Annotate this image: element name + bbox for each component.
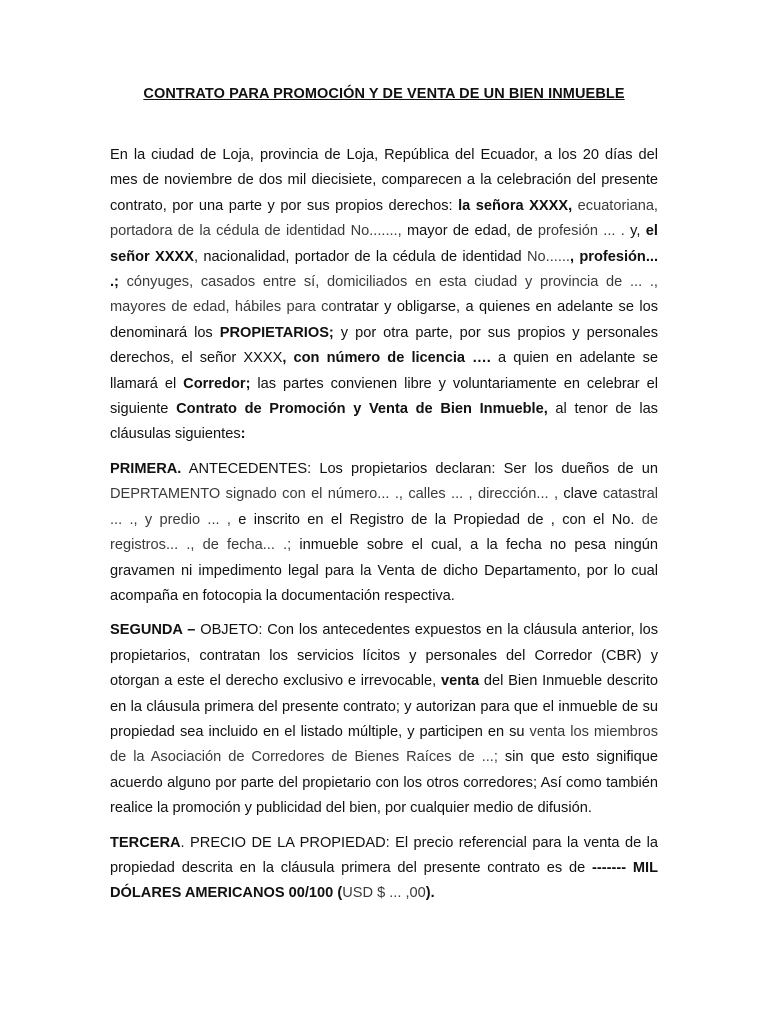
- clause-tercera: [110, 831, 658, 907]
- text-run: a quien en adelante se llamará el: [110, 350, 658, 392]
- bold-text: ).: [425, 885, 435, 902]
- text-run: del Bien Inmueble descrito en la cláusula primera del presente contrato; y autorizan para que el inmueble de su propiedad sea incluido en el listado múltiple, y participen en su: [110, 673, 658, 740]
- text-run: ecuatoriana, portadora de la cédula de identidad No.......,: [110, 197, 658, 240]
- document-title: CONTRATO PARA PROMOCIÓN Y DE VENTA DE UN BIEN INMUEBLE: [143, 86, 625, 102]
- text-run: catastral ... ., y predio ... ,: [110, 486, 658, 528]
- text-run: ANTECEDENTES: Los propietarios declaran: Ser los dueños de un: [181, 460, 658, 477]
- text-run: cónyuges, casados entre sí, domiciliados en esta ciudad y provincia de ... ., mayores de edad, hábiles para con: [110, 274, 658, 316]
- text-run: y por otra parte, por sus propios y personales derechos, el señor XXXX: [110, 324, 658, 367]
- text-run: inmueble sobre el cual, a la fecha no pesa ningún gravamen ni impedimento legal para la Venta de dicho Departamento, por lo cual acompaña en fotocopia la documentación respectiva.: [110, 537, 658, 604]
- text-run: clave: [558, 486, 603, 503]
- text-run: DEPRTAMENTO signado con el número... ., calles ... , dirección... ,: [110, 486, 558, 503]
- bold-text: la señora XXXX,: [458, 197, 573, 214]
- document-body: [110, 143, 658, 916]
- bold-text: , con número de licencia ….: [282, 350, 491, 367]
- text-run: y,: [624, 223, 646, 240]
- text-run: de registros... ., de fecha... .;: [110, 511, 658, 554]
- text-run: OBJETO: Con los antecedentes expuestos en la cláusula anterior, los propietarios, contratan los servicios lícitos y personales del Corredor (CBR) y otorgan a este el derecho exclusivo e irrevocable,: [110, 622, 658, 690]
- text-run: No......: [527, 248, 570, 265]
- intro-paragraph: [110, 143, 658, 448]
- clause-segunda: [110, 618, 658, 821]
- text-run: sin que esto signifique acuerdo alguno por parte del propietario con los otros corredores; Así como también realice la promoción y publicidad del bien, por cualquier medio de difusión.: [110, 749, 658, 817]
- text-run: al tenor de las cláusulas siguientes: [110, 401, 658, 443]
- bold-text: Contrato de Promoción y Venta de Bien Inmueble,: [176, 401, 548, 418]
- bold-text: PROPIETARIOS;: [219, 324, 334, 341]
- text-run: mayor de edad, de: [401, 223, 538, 240]
- bold-text: SEGUNDA –: [110, 622, 196, 639]
- text-run: las partes convienen libre y voluntariamente en celebrar el siguiente: [110, 375, 658, 418]
- bold-text: , profesión... .;: [110, 248, 658, 291]
- text-run: USD $ ... ,00: [342, 885, 426, 902]
- text-run: tratar y obligarse, a quienes en adelante se los denominará los: [110, 299, 658, 341]
- bold-text: Corredor;: [183, 375, 251, 392]
- bold-text: TERCERA: [110, 834, 181, 851]
- clause-primera: [110, 457, 658, 609]
- text-run: En la ciudad de Loja, provincia de Loja, República del Ecuador, a los 20 días del mes de noviembre de dos mil diecisiete, comparecen a la celebración del presente contrato, por una parte y por sus propios derechos:: [110, 147, 658, 214]
- bold-text: ------- MIL DÓLARES AMERICANOS 00/100 (: [110, 859, 658, 902]
- bold-text: PRIMERA.: [110, 460, 182, 477]
- text-run: profesión ... .: [537, 223, 625, 240]
- text-run: . PRECIO DE LA PROPIEDAD: El precio referencial para la venta de la propiedad descrita en la cláusula primera del presente contrato es de: [110, 834, 658, 876]
- bold-text: venta: [440, 673, 480, 690]
- bold-text: :: [240, 426, 246, 443]
- bold-text: el señor XXXX: [110, 223, 658, 265]
- text-run: , nacionalidad, portador de la cédula de identidad: [194, 248, 527, 265]
- text-run: venta los miembros de la Asociación de Corredores de Bienes Raíces de ...;: [110, 723, 658, 766]
- text-run: e inscrito en el Registro de la Propiedad de , con el No.: [230, 511, 642, 528]
